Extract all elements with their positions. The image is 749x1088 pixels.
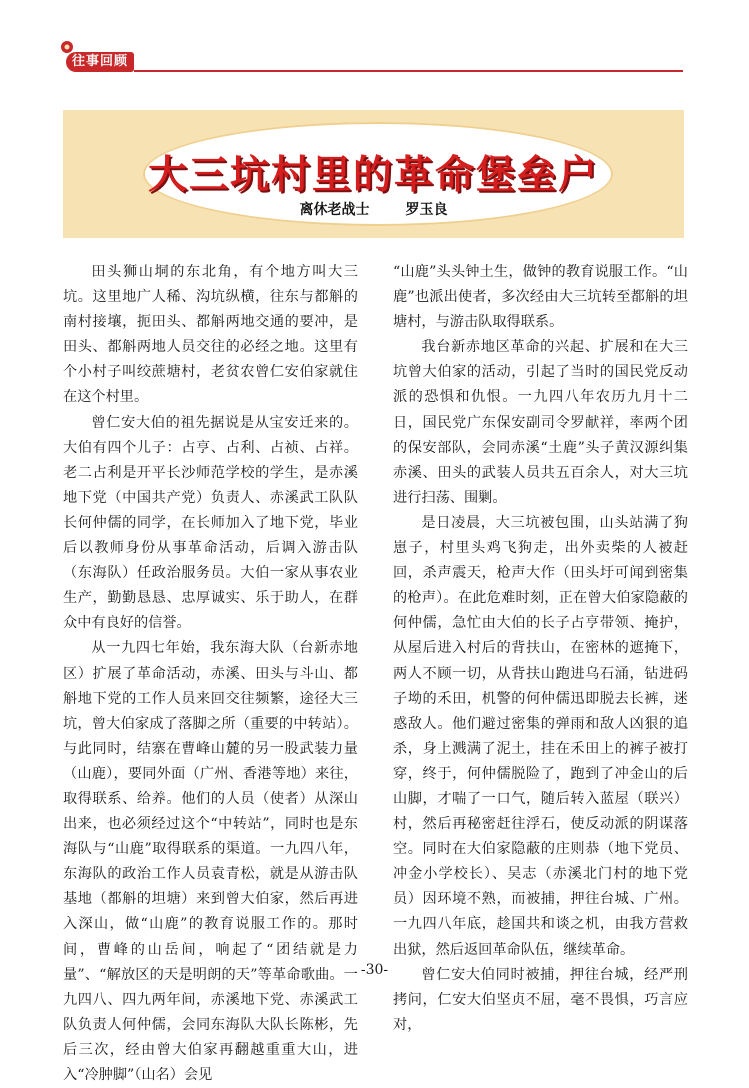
right-column xyxy=(393,260,688,1038)
paragraph: 从一九四七年始，我东海大队（台新赤地区）扩展了革命活动，赤溪、田头与斗山、都斛地下党的工作人员来回交往频繁，途径大三坑，曾大伯家成了落脚之所（重要的中转站）。与此同时，结寨在曹峰山麓的另一股武装力量（山鹿），要同外面（广州、香港等地）来往，取得联系、给养。他们的人员（使者）从深山出来，也必须经过这个“中转站”，同时也是东海队与“山鹿”取得联系的渠道。一九四八年，东海队的政治工作人员袁青松，就是从游击队基地（都斛的坦塘）来到曾大伯家，然后再进入深山，做“山鹿”的教育说服工作的。那时间，曹峰的山岳间，响起了“团结就是力量”、“解放区的天是明朗的天”等革命歌曲。一九四八、四九两年间，赤溪地下党、赤溪武工队负责人何仲儒，会同东海队大队长陈彬，先后三次，经由曾大伯家再翻越重重大山，进入“冷肿脚”（山名）会见 xyxy=(63,640,358,1083)
article-author xyxy=(63,199,684,219)
page-number: -30- xyxy=(360,962,389,978)
paragraph: 是日凌晨，大三坑被包围，山头站满了狗崽子，村里头鸡飞狗走，出外卖柴的人被赶回，杀声震天，枪声大作（田头圩可闻到密集的枪声）。在此危难时刻，正在曾大伯家隐蔽的何仲儒，急忙由大伯的长子占亨带领、掩护，从屋后进入村后的背扶山，在密林的遮掩下，两人不顾一切，从背扶山跑进乌石涌，钻进码子坳的禾田，机警的何仲儒迅即脱去长裤，迷惑敌人。他们避过密集的弹雨和敌人凶狠的追杀，身上溅满了泥土，挂在禾田上的裤子被打穿，终于，何仲儒脱险了，跑到了冲金山的后山脚，才喘了一口气，随后转入蓝屋（联兴）村，然后再秘密赶往浮石，使反动派的阴谋落空。同时在大伯家隐蔽的庄则恭（地下党员、冲金小学校长）、吴志（赤溪北门村的地下党员）因环境不熟，而被捕，押往台城、广州。一九四八年底，趁国共和谈之机，由我方营救出狱，然后返回革命队伍，继续革命。 xyxy=(393,514,688,958)
header-rule xyxy=(134,70,683,72)
author-role: 离休老战士 xyxy=(299,202,370,218)
paragraph: 曾仁安大伯的祖先据说是从宝安迁来的。大伯有四个儿子：占亨、占利、占祯、占祥。老二占利是开平长沙师范学校的学生，是赤溪地下党（中国共产党）负责人、赤溪武工队队长何仲儒的同学，在长师加入了地下党，毕业后以教师身份从事革命活动，后调入游击队（东海队）任政治服务员。大伯一家从事农业生产，勤勤恳恳、忠厚诚实、乐于助人，在群众中有良好的信誉。 xyxy=(63,414,358,632)
article-title: 大三坑村里的革命堡垒户 xyxy=(147,153,599,198)
paragraph: 曾仁安大伯同时被捕，押往台城，经严刑拷问，仁安大伯坚贞不屈，毫不畏惧，巧言应对， xyxy=(393,966,688,1033)
paragraph: 我台新赤地区革命的兴起、扩展和在大三坑曾大伯家的活动，引起了当时的国民党反动派的恐惧和仇恨。一九四八年农历九月十二日，国民党广东保安副司令罗献祥，率两个团的保安部队，会同赤溪“土鹿”头子黄汉源纠集赤溪、田头的武装人员共五百余人，对大三坑进行扫荡、围剿。 xyxy=(393,339,688,506)
section-label: 往事回顾 xyxy=(66,52,134,72)
title-banner xyxy=(63,110,684,238)
section-header xyxy=(0,0,749,80)
paragraph: 田头狮山垌的东北角，有个地方叫大三坑。这里地广人稀、沟坑纵横，往东与都斛的南村接壤，扼田头、都斛两地交通的要冲，是田头、都斛两地人员交往的必经之地。这里有个小村子叫绞蔗塘村，老贫农曾仁安伯家就住在这个村里。 xyxy=(63,264,358,406)
author-name: 罗玉良 xyxy=(405,202,448,218)
paragraph-continued: “山鹿”头头钟土生，做钟的教育说服工作。“山鹿”也派出使者，多次经由大三坑转至都斛的坦塘村，与游击队取得联系。 xyxy=(393,264,688,331)
